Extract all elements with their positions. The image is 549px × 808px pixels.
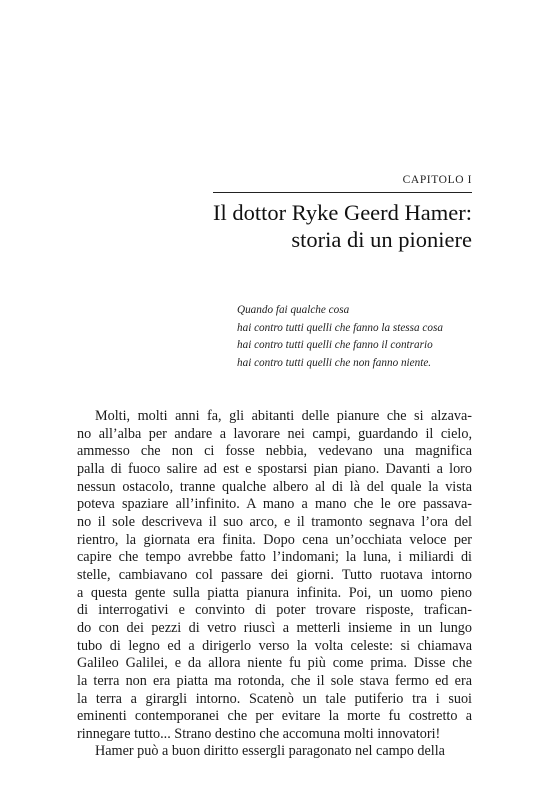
- paragraph-line: do con dei pezzi di vetro riuscì a metterli insieme in un lungo: [77, 619, 472, 636]
- paragraph-line: tubo di legno ed a dirigerlo verso la volta celeste: si chiamava: [77, 637, 472, 654]
- paragraph-line: no il sole descriveva il suo arco, e il tramonto segnava l’ora del: [77, 513, 472, 530]
- paragraph-line: eminenti contemporanei che per evitare la morte fu costretto a: [77, 708, 472, 725]
- paragraph-line: nessun ostacolo, tranne qualche albero al di là del quale la vista: [77, 478, 472, 495]
- epigraph-line: Quando fai qualche cosa: [237, 304, 350, 316]
- epigraph-line: hai contro tutti quelli che fanno la stessa cosa: [237, 321, 443, 334]
- paragraph-line: ammesso che non ci fosse nebbia, vedevano una magnifica: [77, 443, 472, 460]
- paragraph-line: no all’alba per andare a lavorare nei campi, guardando il cielo,: [77, 425, 472, 442]
- paragraph-line: Molti, molti anni fa, gli abitanti delle pianure che si alzava-: [95, 408, 472, 424]
- epigraph: [237, 302, 477, 372]
- paragraph-line: rinnegare tutto... Strano destino che accomuna molti innovatori!: [77, 725, 441, 742]
- epigraph-line: hai contro tutti quelli che non fanno niente.: [237, 356, 432, 369]
- paragraph-line: capire che tempo avrebbe fatto l’indomani; la luna, i miliardi di: [77, 549, 472, 566]
- paragraph-line: stelle, cambiavano col passare dei giorni. Tutto ruotava intorno: [77, 566, 472, 583]
- paragraph-line: Galileo Galilei, e da allora niente fu più come prima. Disse che: [77, 655, 472, 672]
- paragraph-line: la terra non era piatta ma rotonda, che il sole stava fermo ed era: [77, 672, 472, 689]
- paragraph-line: la terra a girargli intorno. Scatenò un tale putiferio tra i suoi: [77, 690, 472, 707]
- paragraph-line: rientro, la giornata era finita. Dopo cena un’occhiata veloce per: [77, 531, 472, 548]
- chapter-title-line: Il dottor Ryke Geerd Hamer:: [212, 200, 472, 225]
- body-text: [77, 408, 472, 761]
- chapter-title: [142, 199, 472, 253]
- chapter-title-line: storia di un pioniere: [291, 227, 472, 252]
- chapter-label: CAPITOLO I: [402, 174, 472, 186]
- chapter-divider: [213, 192, 472, 193]
- paragraph-line: poteva spaziare all’infinito. A mano a mano che le ore passava-: [77, 496, 472, 513]
- paragraph-line: di interrogativi e convinto di poter trovare risposte, trafican-: [77, 602, 472, 619]
- paragraph-line: palla di fuoco salire ad est e spostarsi pian piano. Davanti a loro: [77, 460, 472, 477]
- paragraph-line: a questa gente sulla piatta pianura infinita. Poi, un uomo pieno: [77, 584, 472, 601]
- paragraph-line: Hamer può a buon diritto essergli paragonato nel campo della: [95, 743, 445, 760]
- epigraph-line: hai contro tutti quelli che fanno il contrario: [237, 339, 433, 352]
